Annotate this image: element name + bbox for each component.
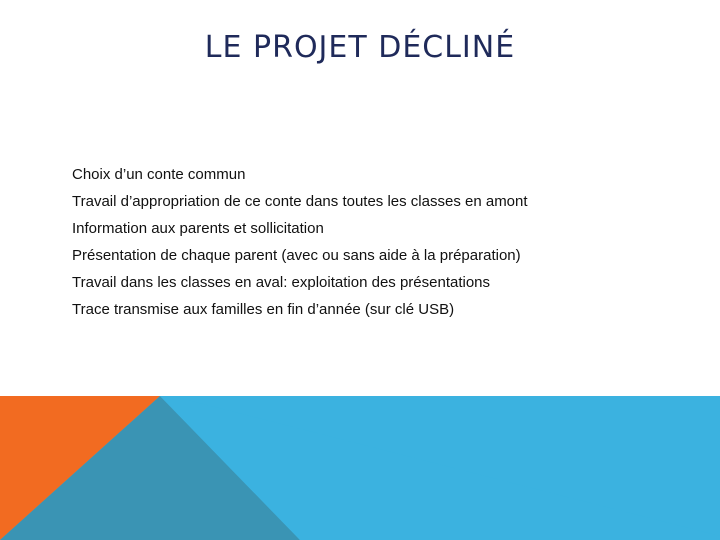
bullet-item: Travail d’appropriation de ce conte dans toutes les classes en amont [72,193,528,210]
bullet-item: Présentation de chaque parent (avec ou sans aide à la préparation) [72,247,521,264]
decorative-bottom-band [0,396,720,540]
slide-title: LE PROJET DÉCLINÉ [204,30,516,65]
bullet-item: Travail dans les classes en aval: exploitation des présentations [72,274,491,291]
bullet-list [72,164,692,326]
bullet-item: Trace transmise aux familles en fin d’année (sur clé USB) [72,301,455,318]
bullet-item: Choix d’un conte commun [72,166,246,183]
bullet-item: Information aux parents et sollicitation [72,220,324,237]
